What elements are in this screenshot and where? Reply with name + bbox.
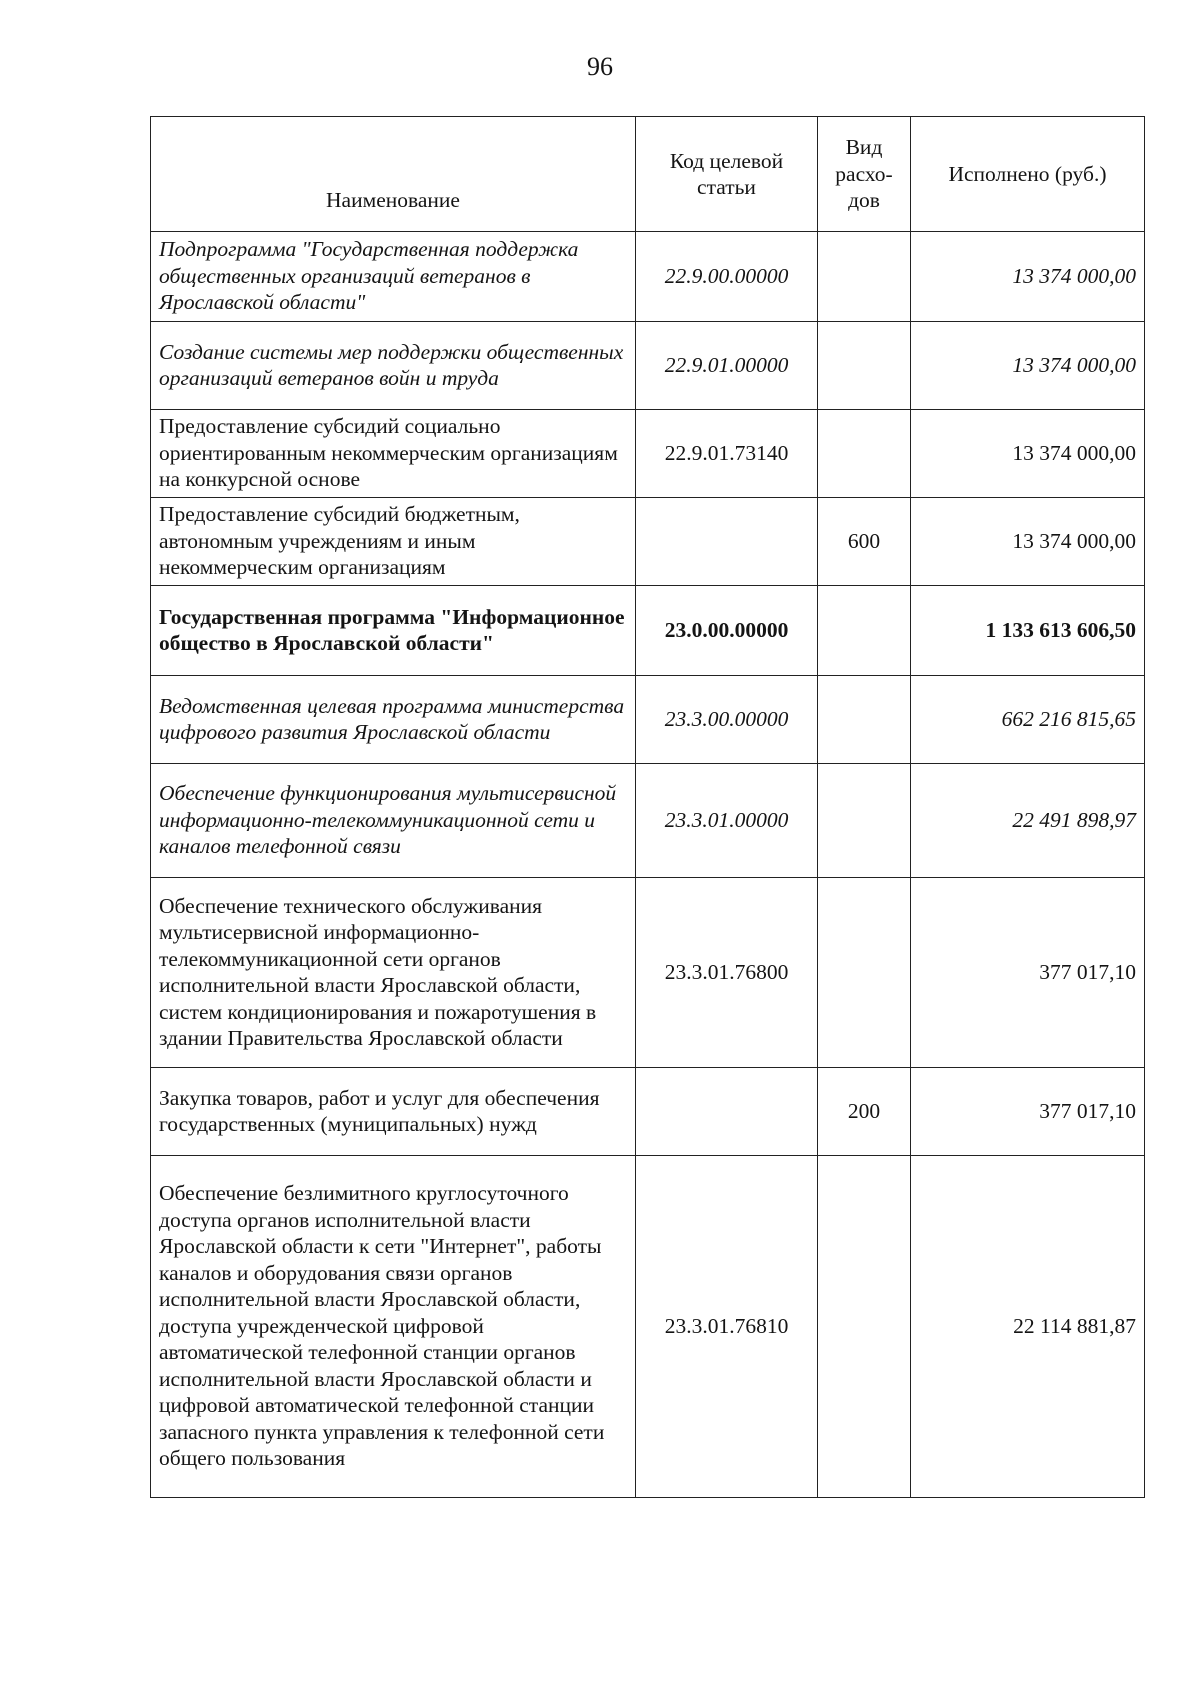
cell-amount: 1 133 613 606,50 bbox=[911, 586, 1145, 676]
cell-code: 22.9.00.00000 bbox=[636, 232, 818, 322]
cell-name: Закупка товаров, работ и услуг для обеспечения государственных (муниципальных) нужд bbox=[151, 1068, 636, 1156]
table-row bbox=[151, 1068, 1145, 1156]
cell-expense-type bbox=[818, 676, 911, 764]
cell-name: Государственная программа "Информационное общество в Ярославской области" bbox=[151, 586, 636, 676]
cell-amount: 13 374 000,00 bbox=[911, 410, 1145, 498]
table-row bbox=[151, 586, 1145, 676]
table-header-row bbox=[151, 117, 1145, 232]
cell-expense-type bbox=[818, 764, 911, 878]
cell-expense-type: 600 bbox=[818, 498, 911, 586]
header-code: Код целевой статьи bbox=[636, 117, 818, 232]
cell-code: 23.3.01.00000 bbox=[636, 764, 818, 878]
cell-expense-type bbox=[818, 1156, 911, 1498]
budget-table bbox=[150, 116, 1145, 1498]
cell-code: 23.3.00.00000 bbox=[636, 676, 818, 764]
cell-name: Предоставление субсидий социально ориентированным некоммерческим организациям на конкурсной основе bbox=[151, 410, 636, 498]
cell-code bbox=[636, 498, 818, 586]
header-amount: Исполнено (руб.) bbox=[911, 117, 1145, 232]
table-row bbox=[151, 764, 1145, 878]
page-number: 96 bbox=[587, 52, 613, 81]
cell-amount: 13 374 000,00 bbox=[911, 232, 1145, 322]
cell-amount: 13 374 000,00 bbox=[911, 498, 1145, 586]
cell-amount: 13 374 000,00 bbox=[911, 322, 1145, 410]
cell-name: Ведомственная целевая программа министерства цифрового развития Ярославской области bbox=[151, 676, 636, 764]
table-row bbox=[151, 498, 1145, 586]
table-row bbox=[151, 1156, 1145, 1498]
table-body bbox=[151, 232, 1145, 1498]
header-name: Наименование bbox=[151, 117, 636, 232]
cell-code: 22.9.01.73140 bbox=[636, 410, 818, 498]
cell-code: 23.3.01.76800 bbox=[636, 878, 818, 1068]
cell-expense-type bbox=[818, 410, 911, 498]
cell-name: Обеспечение функционирования мультисервисной информационно-телекоммуникационной сети и каналов телефонной связи bbox=[151, 764, 636, 878]
cell-code: 23.3.01.76810 bbox=[636, 1156, 818, 1498]
table-row bbox=[151, 676, 1145, 764]
cell-amount: 377 017,10 bbox=[911, 1068, 1145, 1156]
cell-code: 23.0.00.00000 bbox=[636, 586, 818, 676]
cell-amount: 22 114 881,87 bbox=[911, 1156, 1145, 1498]
cell-expense-type bbox=[818, 586, 911, 676]
cell-amount: 22 491 898,97 bbox=[911, 764, 1145, 878]
cell-expense-type: 200 bbox=[818, 1068, 911, 1156]
table-row bbox=[151, 410, 1145, 498]
header-type: Вид расхо-дов bbox=[818, 117, 911, 232]
cell-expense-type bbox=[818, 322, 911, 410]
cell-expense-type bbox=[818, 878, 911, 1068]
cell-code: 22.9.01.00000 bbox=[636, 322, 818, 410]
cell-name: Создание системы мер поддержки общественных организаций ветеранов войн и труда bbox=[151, 322, 636, 410]
table-row bbox=[151, 232, 1145, 322]
cell-name: Предоставление субсидий бюджетным, автономным учреждениям и иным некоммерческим организациям bbox=[151, 498, 636, 586]
cell-code bbox=[636, 1068, 818, 1156]
cell-name: Обеспечение безлимитного круглосуточного доступа органов исполнительной власти Ярославской области к сети "Интернет", работы каналов и оборудования связи органов исполнительной власти Ярославской области, доступа учрежденческой цифровой автоматической телефонной станции органов исполнительной власти Ярославской области и цифровой автоматической телефонной станции запасного пункта управления к телефонной сети общего пользования bbox=[151, 1156, 636, 1498]
cell-amount: 377 017,10 bbox=[911, 878, 1145, 1068]
cell-amount: 662 216 815,65 bbox=[911, 676, 1145, 764]
cell-name: Обеспечение технического обслуживания мультисервисной информационно-телекоммуникационной сети органов исполнительной власти Ярославской области, систем кондиционирования и пожаротушения в здании Правительства Ярославской области bbox=[151, 878, 636, 1068]
table-row bbox=[151, 322, 1145, 410]
cell-expense-type bbox=[818, 232, 911, 322]
table-row bbox=[151, 878, 1145, 1068]
cell-name: Подпрограмма "Государственная поддержка общественных организаций ветеранов в Ярославской области" bbox=[151, 232, 636, 322]
